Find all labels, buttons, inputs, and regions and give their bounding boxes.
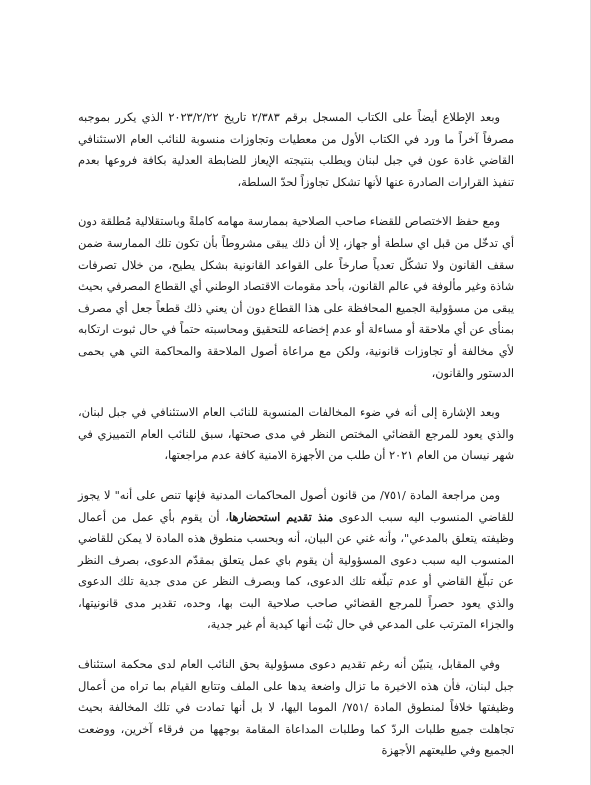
paragraph-1: وبعد الإطلاع أيضاً على الكتاب المسجل برقم ٢/٣٨٣ تاريخ ٢٠٢٣/٢/٢٢ الذي يكرر بموجبه مصرفاً آخراً ما ورد في الكتاب الأول من معطيات وتجاوزات منسوبة للنائب العام الاستئنافي القاضي غادة عون في جبل لبنان ويطلب بنتيجته الإيعاز للضابطة العدلية بكافة فروعها بعدم تنفيذ القرارات الصادرة عنها لأنها تشكل تجاوزاً لحدّ السلطة،	[78, 111, 514, 189]
document-body	[78, 107, 514, 762]
paragraph-5: وفي المقابل، يتبيّن أنه رغم تقديم دعوى مسؤولية بحق النائب العام لدى محكمة استئناف جبل لبنان، فأن هذه الاخيرة ما تزال واضعة يدها على الملف وتتابع القيام بما تراه من أعمال وظيفتها خلافاً لمنطوق المادة /٧٥١/ الموما اليها، لا بل أنها تمادت في تلك المخالفة بحيث تجاهلت جميع طلبات الردّ كما وطلبات المداعاة المقامة بوجهها من فرقاء آخرين، ووضعت الجميع وفي طليعتهم الأجهزة	[78, 658, 514, 758]
paragraph-4-bold-text: منذ تقديم استحضارها	[228, 509, 334, 524]
paragraph-2: ومع حفظ الاختصاص للقضاء صاحب الصلاحية بممارسة مهامه كاملةً وباستقلالية مُطلقة دون أي تدخّل من قبل اي سلطة أو جهاز، إلا أن ذلك يبقى مشروطاً بأن تكون تلك الممارسة ضمن سقف القانون ولا تشكّل تعدياً صارخاً على القواعد القانونية بشكل يطيح، من خلال تصرفات شاذة وغير مألوفة في عالم القانون، بأحد مقومات الاقتصاد الوطني أي القطاع المصرفي بحيث يبقى من مسؤولية الجميع المحافظة على هذا القطاع دون أن يعني ذلك قطعاً جعل أي مصرف بمنأى عن أي ملاحقة أو مساءلة أو عدم إخضاعه للتحقيق ومحاسبته حتماً في حال ثبوت ارتكابه لأي مخالفة أو تجاوزات قانونية، ولكن مع مراعاة أصول الملاحقة والمحاكمة التي هي بحمى الدستور والقانون،	[78, 215, 514, 380]
paragraph-4	[78, 485, 514, 636]
paragraph-4-text-after: ، أن يقوم بأي عمل من أعمال وظيفته يتعلق بالمدعي"، وأنه غني عن البيان، أنه وبحسب منطوق هذه المادة لا يمكن للقاضي المنسوب اليه سبب دعوى المسؤولية أن يقوم باي عمل يتعلق بمقدّم الدعوى، بصرف النظر عن تبلّغ القاضي أو عدم تبلّغه تلك الدعوى، كما وبصرف النظر عن مدى جدية تلك الدعوى والذي يعود حصراً للمرجع القضائي صاحب صلاحية البت بها، وحده، تقدير مدى قانونيتها، والجزاء المترتب على المدعي في حال ثبُت أنها كيدية أم غير جدية،	[78, 510, 514, 632]
paragraph-3: وبعد الإشارة إلى أنه في ضوء المخالفات المنسوبة للنائب العام الاستئنافي في جبل لبنان، والذي يعود للمرجع القضائي المختص النظر في مدى صحتها، سبق للنائب العام التمييزي في شهر نيسان من العام ٢٠٢١ أن طلب من الأجهزة الامنية كافة عدم مراجعتها،	[78, 406, 514, 463]
paragraph-4-text-before: ومن مراجعة المادة /٧٥١/ من قانون أصول المحاكمات المدنية فإنها تنص على أنه" لا يجوز للقاضي المنسوب اليه سبب الدعوى	[78, 488, 514, 524]
